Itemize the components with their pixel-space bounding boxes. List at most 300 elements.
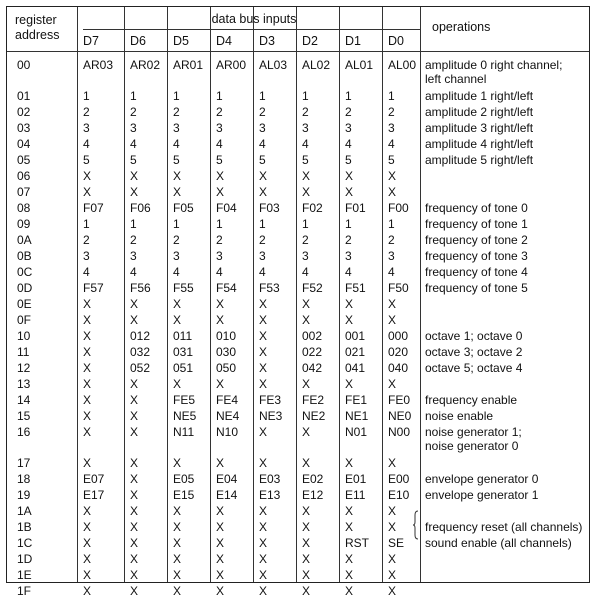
bit-cell: X — [216, 185, 225, 200]
bit-cell: FE3 — [259, 393, 282, 408]
register-address: 14 — [17, 393, 31, 408]
bit-cell: X — [130, 456, 139, 471]
bit-cell: X — [259, 456, 268, 471]
bit-cell: X — [83, 584, 92, 598]
register-address: 1D — [17, 552, 33, 567]
bit-cell: X — [259, 425, 268, 440]
register-address: 08 — [17, 201, 31, 216]
bit-cell: NE5 — [173, 409, 197, 424]
bit-cell: F55 — [173, 281, 194, 296]
bit-cell: 1 — [216, 89, 223, 104]
bit-cell: 2 — [345, 105, 352, 120]
operation-text: noise enable — [425, 409, 494, 424]
register-address: 0C — [17, 265, 33, 280]
column-divider — [339, 7, 340, 582]
bit-cell: X — [345, 377, 354, 392]
bit-cell: X — [130, 552, 139, 567]
bit-cell: X — [173, 520, 182, 535]
bit-cell: X — [216, 520, 225, 535]
bit-cell: X — [216, 377, 225, 392]
bit-cell: 4 — [388, 137, 395, 152]
bit-cell: 2 — [83, 233, 90, 248]
bit-cell: E05 — [173, 472, 195, 487]
bit-cell: 2 — [302, 233, 309, 248]
bit-cell: X — [302, 568, 311, 583]
register-table — [6, 6, 590, 598]
bit-cell: F01 — [345, 201, 366, 216]
bit-cell: F51 — [345, 281, 366, 296]
bit-cell: AL00 — [388, 58, 417, 72]
bit-cell: X — [83, 313, 92, 328]
bit-cell: N00 — [388, 425, 411, 440]
bit-cell: 4 — [302, 137, 309, 152]
bit-cell: AR01 — [173, 58, 204, 72]
bit-cell: N10 — [216, 425, 239, 440]
operation-text: frequency of tone 3 — [425, 249, 528, 264]
register-address: 03 — [17, 121, 31, 136]
bit-cell: E10 — [388, 488, 410, 503]
bit-cell: X — [216, 456, 225, 471]
operation-text: octave 3; octave 2 — [425, 345, 523, 360]
bit-cell: X — [83, 169, 92, 184]
bit-cell: 3 — [302, 121, 309, 136]
bit-cell: X — [259, 568, 268, 583]
column-divider — [77, 7, 78, 582]
bit-cell: X — [259, 504, 268, 519]
register-address: 13 — [17, 377, 31, 392]
bit-cell: X — [83, 456, 92, 471]
operation-text: amplitude 1 right/left — [425, 89, 534, 104]
bit-cell: X — [83, 329, 92, 344]
bit-cell: F56 — [130, 281, 151, 296]
bit-header-d4: D4 — [216, 34, 232, 48]
bit-cell: 5 — [259, 153, 266, 168]
bit-cell: 3 — [216, 249, 223, 264]
bit-cell: SE — [388, 536, 405, 551]
register-address: 19 — [17, 488, 31, 503]
bit-cell: X — [302, 456, 311, 471]
bit-cell: NE0 — [388, 409, 412, 424]
bit-cell: X — [216, 552, 225, 567]
bit-cell: X — [302, 185, 311, 200]
bit-cell: 5 — [216, 153, 223, 168]
bit-cell: X — [130, 568, 139, 583]
bit-cell: FE5 — [173, 393, 196, 408]
bit-cell: X — [83, 361, 92, 376]
bit-cell: X — [130, 488, 139, 503]
bit-cell: X — [130, 297, 139, 312]
register-address: 01 — [17, 89, 31, 104]
bit-cell: X — [130, 472, 139, 487]
bit-cell: AR03 — [83, 58, 114, 72]
register-address: 17 — [17, 456, 31, 471]
column-divider — [253, 7, 254, 582]
bit-cell: X — [83, 185, 92, 200]
bit-cell: 1 — [173, 89, 180, 104]
bit-cell: AL02 — [302, 58, 331, 72]
bit-cell: 4 — [130, 137, 137, 152]
bit-cell: 2 — [259, 105, 266, 120]
register-address: 1C — [17, 536, 33, 551]
bit-cell: X — [173, 297, 182, 312]
bit-cell: 4 — [345, 265, 352, 280]
register-address: 07 — [17, 185, 31, 200]
bit-cell: 042 — [302, 361, 323, 376]
bit-cell: X — [302, 504, 311, 519]
bit-cell: NE2 — [302, 409, 326, 424]
data-bus-divider — [83, 29, 420, 30]
bit-cell: F53 — [259, 281, 280, 296]
bit-cell: X — [173, 169, 182, 184]
bit-cell: X — [130, 520, 139, 535]
bit-cell: X — [130, 185, 139, 200]
register-address: 1F — [17, 584, 32, 598]
bit-cell: X — [130, 504, 139, 519]
bit-cell: 050 — [216, 361, 237, 376]
register-address: 05 — [17, 153, 31, 168]
bit-header-d5: D5 — [173, 34, 189, 48]
bit-cell: 3 — [302, 249, 309, 264]
bit-cell: X — [302, 425, 311, 440]
bit-cell: X — [388, 552, 397, 567]
bit-cell: X — [259, 313, 268, 328]
bit-cell: X — [345, 504, 354, 519]
bit-cell: X — [388, 185, 397, 200]
bit-cell: F00 — [388, 201, 409, 216]
bit-cell: 012 — [130, 329, 151, 344]
bit-cell: FE2 — [302, 393, 325, 408]
bit-cell: 3 — [388, 249, 395, 264]
operation-text: frequency of tone 5 — [425, 281, 528, 296]
bit-cell: X — [216, 504, 225, 519]
column-divider — [124, 7, 125, 582]
bit-cell: 030 — [216, 345, 237, 360]
bit-cell: 3 — [216, 121, 223, 136]
operation-text: frequency of tone 4 — [425, 265, 528, 280]
bit-cell: 4 — [83, 265, 90, 280]
bit-cell: 2 — [130, 233, 137, 248]
bit-cell: 001 — [345, 329, 366, 344]
bit-cell: 1 — [345, 89, 352, 104]
operation-text: amplitude 0 right channel; — [425, 58, 563, 72]
bit-cell: 1 — [130, 89, 137, 104]
bit-cell: 4 — [259, 265, 266, 280]
bit-cell: 1 — [216, 217, 223, 232]
bit-cell: X — [388, 584, 397, 598]
operation-text: frequency of tone 2 — [425, 233, 528, 248]
bit-cell: X — [345, 185, 354, 200]
bit-cell: X — [388, 313, 397, 328]
bit-cell: X — [173, 568, 182, 583]
register-address: 04 — [17, 137, 31, 152]
bit-cell: 3 — [83, 121, 90, 136]
operations-header: operations — [432, 20, 491, 34]
bit-cell: X — [216, 169, 225, 184]
register-address: 0A — [17, 233, 32, 248]
register-header-line1: register — [15, 13, 57, 27]
bit-cell: RST — [345, 536, 369, 551]
bit-cell: E13 — [259, 488, 281, 503]
bit-cell: 5 — [83, 153, 90, 168]
bit-cell: X — [345, 552, 354, 567]
bit-cell: X — [302, 377, 311, 392]
bit-cell: 031 — [173, 345, 194, 360]
bit-cell: X — [259, 584, 268, 598]
bit-cell: 051 — [173, 361, 194, 376]
bit-cell: FE4 — [216, 393, 239, 408]
header-divider — [7, 51, 589, 52]
bit-cell: X — [130, 377, 139, 392]
bit-cell: 2 — [173, 105, 180, 120]
bit-cell: 040 — [388, 361, 409, 376]
bit-cell: X — [302, 169, 311, 184]
bit-cell: X — [216, 568, 225, 583]
bit-cell: X — [173, 536, 182, 551]
bit-cell: X — [302, 297, 311, 312]
bit-cell: X — [345, 584, 354, 598]
bit-cell: F54 — [216, 281, 237, 296]
bit-cell: 3 — [173, 249, 180, 264]
bit-cell: 1 — [388, 217, 395, 232]
bit-cell: FE1 — [345, 393, 368, 408]
bit-cell: 5 — [130, 153, 137, 168]
bit-cell: AR00 — [216, 58, 247, 72]
bit-cell: X — [302, 584, 311, 598]
bit-cell: 3 — [259, 249, 266, 264]
operation-text: amplitude 5 right/left — [425, 153, 534, 168]
bit-cell: X — [83, 568, 92, 583]
bit-cell: 1 — [83, 217, 90, 232]
bit-cell: X — [259, 329, 268, 344]
bit-cell: X — [130, 393, 139, 408]
bit-cell: X — [130, 313, 139, 328]
bit-cell: X — [388, 568, 397, 583]
bit-cell: X — [216, 313, 225, 328]
bit-cell: AR02 — [130, 58, 161, 72]
bit-cell: 4 — [173, 265, 180, 280]
bit-cell: NE4 — [216, 409, 240, 424]
bit-cell: 4 — [83, 137, 90, 152]
bit-cell: X — [173, 504, 182, 519]
bit-cell: E01 — [345, 472, 367, 487]
operation-text: amplitude 4 right/left — [425, 137, 534, 152]
column-divider — [382, 7, 383, 582]
bit-cell: 5 — [345, 153, 352, 168]
bit-cell: X — [83, 504, 92, 519]
bit-cell: F05 — [173, 201, 194, 216]
register-address: 10 — [17, 329, 31, 344]
bit-cell: X — [345, 568, 354, 583]
operation-text: octave 5; octave 4 — [425, 361, 523, 376]
bit-cell: F50 — [388, 281, 409, 296]
bit-cell: 2 — [388, 105, 395, 120]
bit-cell: X — [130, 169, 139, 184]
operation-text: sound enable (all channels) — [425, 536, 572, 551]
operation-text: frequency of tone 1 — [425, 217, 528, 232]
operation-text: frequency reset (all channels) — [425, 520, 583, 535]
bit-cell: X — [83, 345, 92, 360]
bit-cell: 4 — [216, 265, 223, 280]
bit-cell: X — [130, 584, 139, 598]
column-divider — [420, 7, 421, 582]
bit-cell: X — [83, 297, 92, 312]
data-bus-title: data bus inputs — [211, 12, 297, 26]
bit-cell: 041 — [345, 361, 366, 376]
register-address: 0D — [17, 281, 33, 296]
bit-cell: X — [302, 313, 311, 328]
bit-cell: 002 — [302, 329, 323, 344]
bit-cell: F07 — [83, 201, 104, 216]
bit-cell: X — [259, 552, 268, 567]
bit-cell: E15 — [173, 488, 195, 503]
bit-cell: 2 — [130, 105, 137, 120]
bit-cell: N01 — [345, 425, 368, 440]
bit-cell: E03 — [259, 472, 281, 487]
bit-header-d2: D2 — [302, 34, 318, 48]
bit-cell: 5 — [302, 153, 309, 168]
bit-cell: 1 — [259, 89, 266, 104]
bit-cell: E12 — [302, 488, 324, 503]
operation-text: frequency of tone 0 — [425, 201, 528, 216]
operation-text: amplitude 2 right/left — [425, 105, 534, 120]
bit-cell: 2 — [216, 233, 223, 248]
bit-cell: 3 — [130, 121, 137, 136]
bit-cell: X — [259, 361, 268, 376]
bit-cell: X — [345, 520, 354, 535]
register-address: 00 — [17, 58, 31, 72]
bit-cell: X — [216, 584, 225, 598]
bit-cell: 3 — [83, 249, 90, 264]
bit-cell: 1 — [83, 89, 90, 104]
bit-cell: 1 — [302, 217, 309, 232]
bit-cell: 4 — [259, 137, 266, 152]
bit-cell: 022 — [302, 345, 323, 360]
operation-text: noise generator 0 — [425, 439, 519, 454]
bit-cell: 000 — [388, 329, 409, 344]
operation-text: noise generator 1; — [425, 425, 522, 440]
register-address: 1B — [17, 520, 32, 535]
bit-cell: 4 — [302, 265, 309, 280]
operation-text: octave 1; octave 0 — [425, 329, 523, 344]
bit-cell: FE0 — [388, 393, 411, 408]
bit-cell: 4 — [216, 137, 223, 152]
operation-text: amplitude 3 right/left — [425, 121, 534, 136]
column-divider — [210, 7, 211, 582]
bit-cell: X — [216, 297, 225, 312]
bit-cell: X — [388, 169, 397, 184]
brace-icon — [412, 510, 420, 540]
bit-cell: E14 — [216, 488, 238, 503]
register-address: 06 — [17, 169, 31, 184]
register-address: 0E — [17, 297, 32, 312]
bit-cell: X — [345, 169, 354, 184]
bit-cell: NE1 — [345, 409, 369, 424]
bit-cell: F06 — [130, 201, 151, 216]
register-address: 09 — [17, 217, 31, 232]
bit-cell: E11 — [345, 488, 366, 503]
register-address: 12 — [17, 361, 31, 376]
bit-cell: 2 — [216, 105, 223, 120]
bit-cell: X — [302, 520, 311, 535]
register-address: 1E — [17, 568, 32, 583]
bit-cell: E00 — [388, 472, 410, 487]
bit-cell: X — [130, 409, 139, 424]
bit-cell: 1 — [302, 89, 309, 104]
bit-cell: X — [388, 520, 397, 535]
bit-cell: 3 — [259, 121, 266, 136]
bit-cell: AL01 — [345, 58, 374, 72]
bit-cell: 3 — [345, 121, 352, 136]
bit-cell: 5 — [388, 153, 395, 168]
bit-cell: X — [259, 377, 268, 392]
column-divider — [296, 7, 297, 582]
register-header-line2: address — [15, 28, 60, 42]
bit-cell: F03 — [259, 201, 280, 216]
bit-cell: X — [83, 409, 92, 424]
bit-cell: X — [83, 520, 92, 535]
bit-cell: 4 — [345, 137, 352, 152]
bit-cell: 3 — [388, 121, 395, 136]
bit-cell: 1 — [259, 217, 266, 232]
bit-cell: 1 — [130, 217, 137, 232]
bit-cell: X — [302, 536, 311, 551]
bit-cell: X — [130, 536, 139, 551]
bit-cell: 4 — [173, 137, 180, 152]
bit-cell: 1 — [345, 217, 352, 232]
column-divider — [167, 7, 168, 582]
bit-cell: 021 — [345, 345, 366, 360]
bit-header-d3: D3 — [259, 34, 275, 48]
bit-cell: X — [173, 456, 182, 471]
bit-cell: NE3 — [259, 409, 283, 424]
register-address: 16 — [17, 425, 31, 440]
bit-cell: X — [345, 297, 354, 312]
bit-cell: X — [259, 169, 268, 184]
bit-cell: X — [83, 377, 92, 392]
bit-cell: X — [130, 425, 139, 440]
bit-cell: X — [345, 313, 354, 328]
bit-cell: 3 — [345, 249, 352, 264]
operation-text: envelope generator 0 — [425, 472, 539, 487]
bit-cell: X — [388, 456, 397, 471]
bit-header-d6: D6 — [130, 34, 146, 48]
bit-cell: 2 — [345, 233, 352, 248]
bit-cell: X — [259, 536, 268, 551]
register-address: 18 — [17, 472, 31, 487]
bit-cell: 3 — [173, 121, 180, 136]
bit-cell: X — [83, 536, 92, 551]
bit-cell: X — [345, 456, 354, 471]
bit-cell: 020 — [388, 345, 409, 360]
bit-cell: X — [83, 425, 92, 440]
bit-header-d1: D1 — [345, 34, 361, 48]
bit-cell: 2 — [302, 105, 309, 120]
bit-cell: 4 — [388, 265, 395, 280]
bit-cell: F57 — [83, 281, 104, 296]
bit-cell: E07 — [83, 472, 105, 487]
bit-cell: X — [302, 552, 311, 567]
bit-cell: X — [259, 345, 268, 360]
bit-cell: F52 — [302, 281, 323, 296]
bit-cell: X — [173, 313, 182, 328]
register-address: 02 — [17, 105, 31, 120]
bit-cell: X — [388, 504, 397, 519]
register-address: 1A — [17, 504, 32, 519]
bit-cell: E17 — [83, 488, 105, 503]
operation-text: frequency enable — [425, 393, 518, 408]
bit-cell: 5 — [173, 153, 180, 168]
bit-cell: X — [259, 185, 268, 200]
